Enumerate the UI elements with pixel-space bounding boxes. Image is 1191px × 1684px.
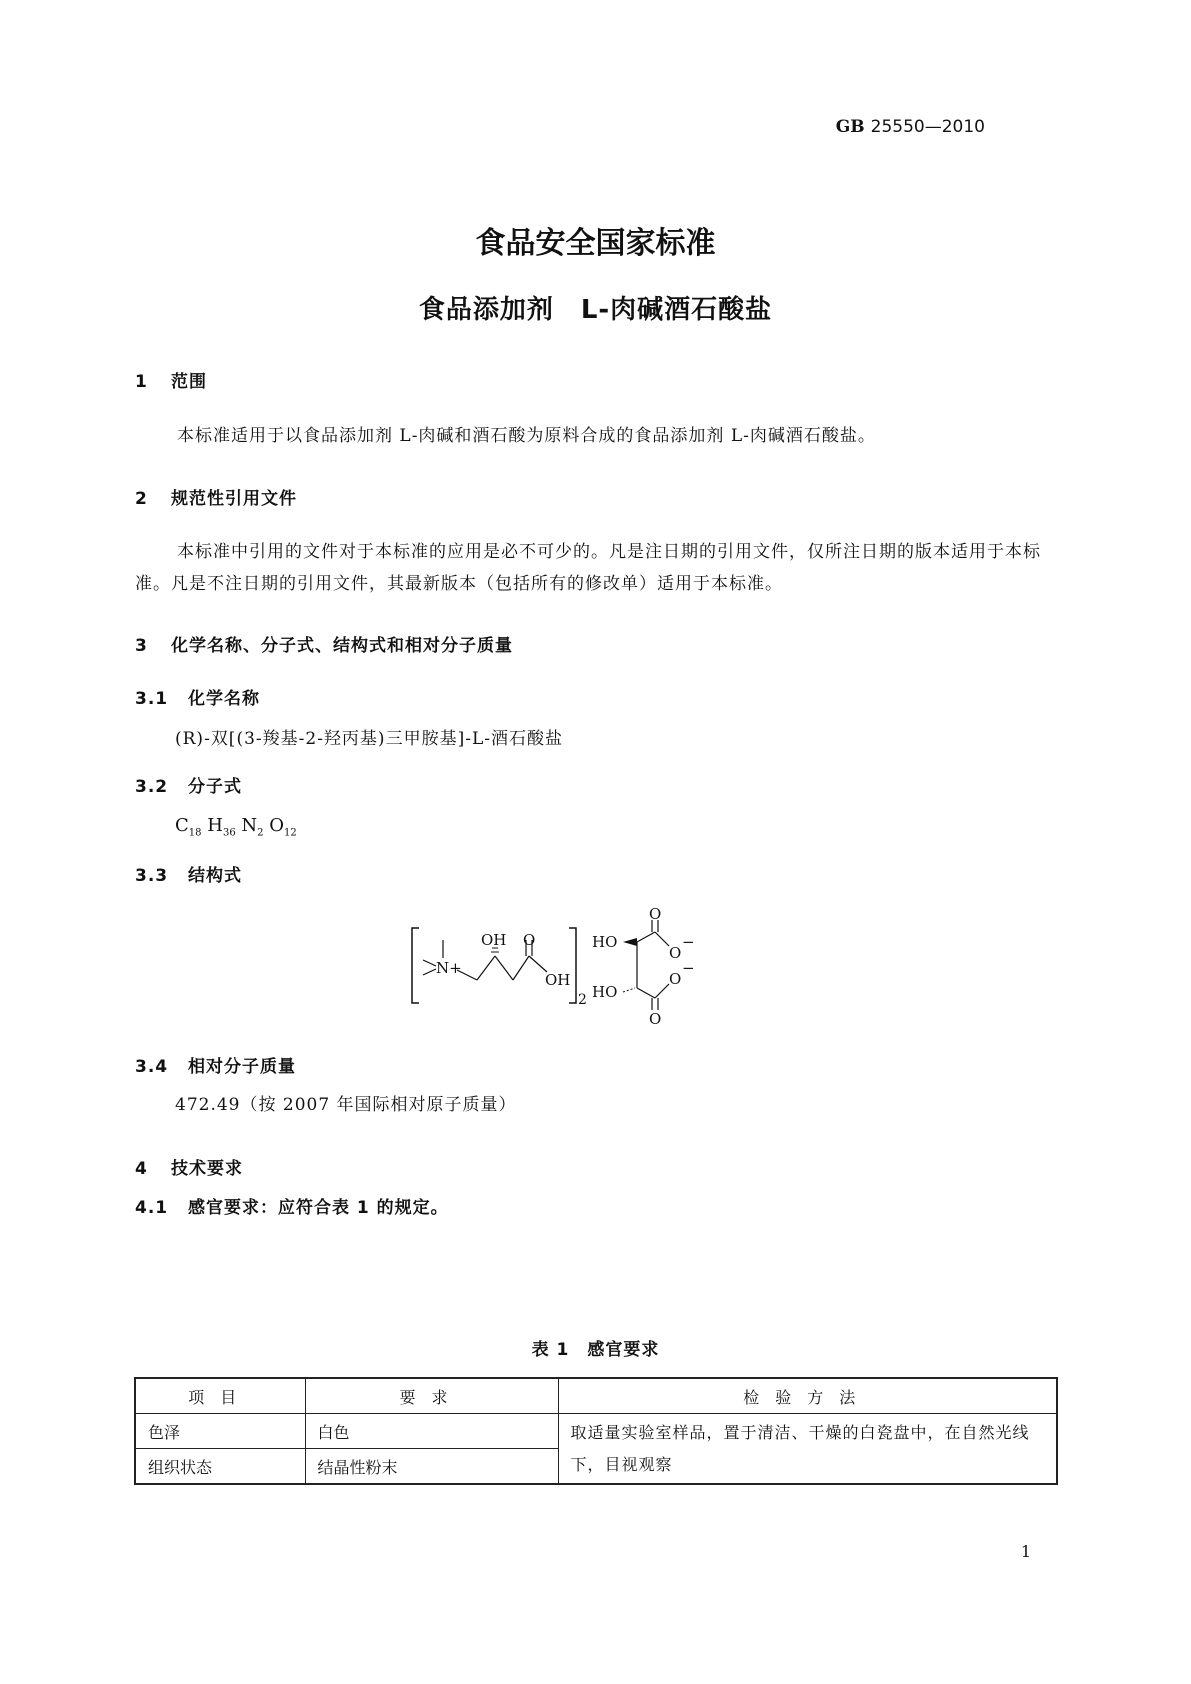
sensory-requirements-table: [134, 1377, 1058, 1485]
row-item: 组织状态: [135, 1449, 305, 1485]
tartrate-o-bottom: O: [649, 1010, 662, 1028]
tartrate-o-top: O: [649, 905, 662, 923]
molecular-formula: $C_{18}$ $H_{36}$ $N_2$ $O_{12}$: [175, 815, 297, 839]
table-header-row: [135, 1378, 1057, 1414]
test-method: 取适量实验室样品，置于清洁、干燥的白瓷盘中，在自然光线下，目视观察: [558, 1414, 1057, 1485]
chemical-name: (R)-双[(3-羧基-2-羟丙基)三甲胺基]-L-酒石酸盐: [175, 729, 563, 749]
section-title: 化学名称、分子式、结构式和相对分子质量: [171, 636, 513, 656]
section-1-heading: [135, 367, 207, 392]
header-requirement: 要求: [305, 1378, 558, 1414]
section-number: 2: [135, 489, 148, 509]
header-item: 项目: [135, 1378, 305, 1414]
section-number: 3: [135, 636, 148, 656]
row-requirement: 白色: [305, 1414, 558, 1449]
section-title: 规范性引用文件: [171, 489, 297, 509]
section-title: 分子式: [188, 777, 242, 797]
hydroxyl-label: OH: [481, 931, 507, 949]
section-3-4-heading: [135, 1052, 296, 1077]
section-title: 技术要求: [171, 1159, 243, 1179]
header-method: 检验方法: [558, 1378, 1057, 1414]
section-4-heading: [135, 1154, 243, 1179]
section-title: 范围: [171, 372, 207, 392]
standard-code: [836, 117, 985, 137]
standard-prefix: GB: [835, 117, 865, 137]
section-number: 1: [135, 372, 148, 392]
table-caption: 表 1 感官要求: [531, 1340, 660, 1360]
section-title: 相对分子质量: [188, 1057, 296, 1077]
tartrate-ho-bottom: HO: [592, 983, 618, 1001]
section-number: 3.1: [135, 689, 169, 709]
table-row: [135, 1414, 1057, 1449]
structural-formula: [405, 900, 715, 1030]
section-1-text: 本标准适用于以食品添加剂 L-肉碱和酒石酸为原料合成的食品添加剂 L-肉碱酒石酸盐。: [177, 426, 876, 446]
section-3-heading: [135, 631, 513, 656]
row-item: 色泽: [135, 1414, 305, 1449]
standard-number: 25550—2010: [870, 117, 985, 137]
tartrate-ho-top: HO: [592, 933, 618, 951]
section-3-1-heading: [135, 684, 260, 709]
carbonyl-o-label: O: [523, 931, 536, 949]
section-number: 3.2: [135, 777, 169, 797]
molecular-mass: 472.49（按 2007 年国际相对原子质量）: [175, 1095, 517, 1115]
charge-minus-1: −: [682, 933, 695, 951]
charge-minus-2: −: [682, 959, 695, 977]
section-number: 4.1: [135, 1198, 169, 1218]
section-title: 结构式: [188, 866, 242, 886]
bracket-left: [412, 928, 419, 1003]
section-number: 3.3: [135, 866, 169, 886]
document-subtitle: 食品添加剂 L-肉碱酒石酸盐: [418, 295, 773, 325]
section-3-2-heading: [135, 772, 242, 797]
section-2-text: 本标准中引用的文件对于本标准的应用是必不可少的。凡是注日期的引用文件，仅所注日期的版本适用于本标准。凡是不注日期的引用文件，其最新版本（包括所有的修改单）适用于本标准。: [135, 542, 1041, 594]
tartrate-o-minus-1: O: [669, 944, 682, 962]
section-2-heading: [135, 484, 297, 509]
page-number: 1: [1020, 1542, 1031, 1561]
section-title: 化学名称: [188, 689, 260, 709]
tartrate-o-minus-2: O: [669, 970, 682, 988]
section-number: 4: [135, 1159, 148, 1179]
n-plus-label: N+: [436, 959, 462, 977]
bracket-subscript: 2: [578, 992, 587, 1008]
section-number: 3.4: [135, 1057, 169, 1077]
document-title: 食品安全国家标准: [475, 226, 716, 261]
section-3-3-heading: [135, 861, 242, 886]
acid-oh-label: OH: [545, 971, 571, 989]
bracket-right: [569, 928, 576, 1003]
section-4-1-heading: [135, 1193, 449, 1218]
row-requirement: 结晶性粉末: [305, 1449, 558, 1485]
section-title: 感官要求：应符合表 1 的规定。: [188, 1198, 449, 1218]
